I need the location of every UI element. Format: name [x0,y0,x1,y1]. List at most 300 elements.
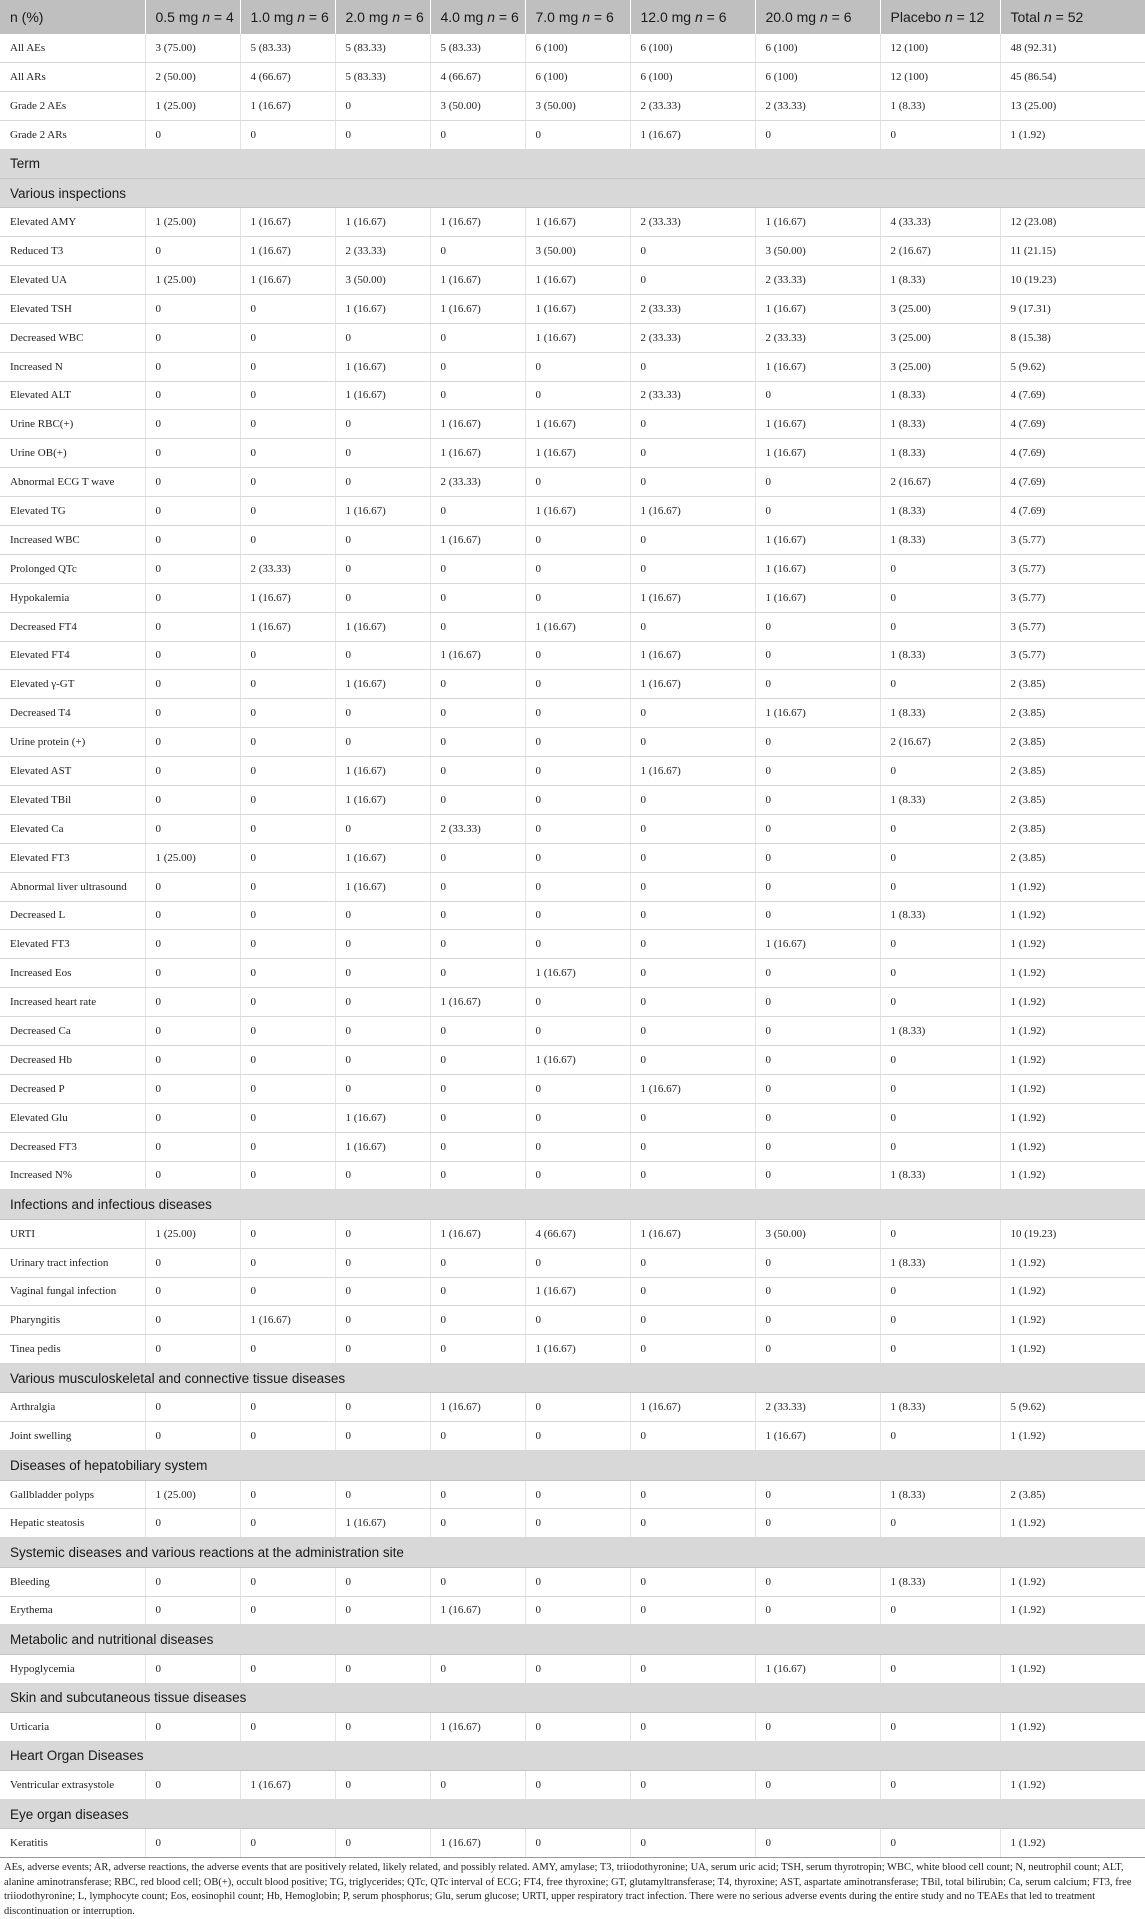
table-cell: 0 [145,641,240,670]
table-cell: 0 [755,1771,880,1800]
table-cell: 3 (50.00) [525,237,630,266]
table-cell: 0 [335,554,430,583]
table-row [0,468,1145,497]
table-body [0,34,1145,1858]
table-cell: 3 (75.00) [145,34,240,62]
table-cell: 0 [145,901,240,930]
table-cell: 0 [630,1335,755,1364]
table-cell: 0 [525,1712,630,1741]
table-cell: 0 [335,930,430,959]
table-cell: 0 [525,785,630,814]
table-cell: 1 (8.33) [880,410,1000,439]
table-cell: 0 [145,699,240,728]
table-cell: 0 [335,1017,430,1046]
table-cell: 0 [240,814,335,843]
table-cell: 4 (7.69) [1000,410,1145,439]
table-cell: 1 (16.67) [335,208,430,237]
table-cell: 0 [880,814,1000,843]
table-cell: 1 (16.67) [755,1654,880,1683]
column-header [0,0,145,34]
table-cell: 2 (33.33) [630,91,755,120]
table-cell: 48 (92.31) [1000,34,1145,62]
table-cell: 0 [630,901,755,930]
table-cell: 0 [755,1829,880,1858]
table-cell: 0 [335,1277,430,1306]
table-cell: 0 [240,699,335,728]
table-cell: 0 [240,352,335,381]
table-cell: 0 [430,670,525,699]
table-cell: 0 [630,1480,755,1509]
table-cell: 0 [240,930,335,959]
table-cell: 0 [630,728,755,757]
n-symbol: n [202,9,210,25]
row-term: Increased N% [0,1161,145,1190]
table-row [0,120,1145,149]
table-cell: 0 [335,699,430,728]
row-term: Urticaria [0,1712,145,1741]
table-row [0,641,1145,670]
row-term: Prolonged QTc [0,554,145,583]
table-cell: 0 [430,612,525,641]
table-cell: 3 (5.77) [1000,641,1145,670]
table-cell: 0 [755,1509,880,1538]
table-cell: 0 [755,814,880,843]
row-term: Vaginal fungal infection [0,1277,145,1306]
row-term: Elevated ALT [0,381,145,410]
table-cell: 1 (8.33) [880,901,1000,930]
table-cell: 6 (100) [525,62,630,91]
table-cell: 0 [335,728,430,757]
table-cell: 3 (50.00) [755,1219,880,1248]
table-cell: 0 [335,1829,430,1858]
table-cell: 0 [630,237,755,266]
table-cell: 4 (66.67) [430,62,525,91]
table-cell: 0 [755,641,880,670]
table-cell: 0 [145,237,240,266]
table-row [0,323,1145,352]
table-cell: 0 [630,468,755,497]
table-cell: 0 [145,525,240,554]
table-cell: 0 [630,814,755,843]
table-cell: 0 [145,612,240,641]
table-cell: 0 [240,1393,335,1422]
table-cell: 0 [335,410,430,439]
table-cell: 3 (25.00) [880,294,1000,323]
table-cell: 11 (21.15) [1000,237,1145,266]
table-cell: 0 [630,1248,755,1277]
table-row [0,1480,1145,1509]
table-cell: 0 [430,843,525,872]
group-size: 4 [225,9,234,25]
row-term: Urine RBC(+) [0,410,145,439]
table-cell: 0 [525,670,630,699]
row-term: Hepatic steatosis [0,1509,145,1538]
table-cell: 0 [755,1335,880,1364]
table-cell: 0 [240,843,335,872]
section-label: Term [0,149,1145,178]
table-cell: 1 (16.67) [240,583,335,612]
table-cell: 1 (16.67) [755,525,880,554]
table-cell: 0 [755,468,880,497]
table-cell: 0 [240,872,335,901]
table-cell: 0 [240,1219,335,1248]
table-cell: 0 [145,1277,240,1306]
table-cell: 0 [335,525,430,554]
table-row [0,237,1145,266]
table-cell: 0 [525,699,630,728]
table-cell: 1 (16.67) [335,1509,430,1538]
row-term: Elevated UA [0,265,145,294]
table-cell: 0 [755,1567,880,1596]
table-cell: 0 [430,381,525,410]
table-cell: 0 [880,757,1000,786]
section-row [0,178,1145,207]
table-row [0,1712,1145,1741]
table-cell: 0 [525,1596,630,1625]
table-cell: 0 [880,1422,1000,1451]
table-cell: 1 (1.92) [1000,959,1145,988]
table-cell: 6 (100) [525,34,630,62]
table-cell: 4 (7.69) [1000,381,1145,410]
column-header-label: 1.0 mg [250,9,298,25]
row-term: Decreased L [0,901,145,930]
table-cell: 2 (3.85) [1000,699,1145,728]
table-cell: 1 (1.92) [1000,1567,1145,1596]
table-cell: 0 [880,120,1000,149]
table-cell: 3 (5.77) [1000,525,1145,554]
table-cell: 5 (83.33) [240,34,335,62]
table-cell: 1 (16.67) [525,439,630,468]
table-cell: 1 (16.67) [430,294,525,323]
section-label: Skin and subcutaneous tissue diseases [0,1683,1145,1712]
row-term: All AEs [0,34,145,62]
table-cell: 0 [525,1567,630,1596]
table-cell: 0 [880,1596,1000,1625]
table-cell: 0 [430,872,525,901]
table-cell: 1 (16.67) [630,1393,755,1422]
table-cell: 1 (16.67) [335,497,430,526]
table-cell: 1 (1.92) [1000,1074,1145,1103]
row-term: Ventricular extrasystole [0,1771,145,1800]
table-cell: 0 [755,757,880,786]
table-cell: 0 [335,1161,430,1190]
table-cell: 1 (16.67) [430,525,525,554]
n-equals: = [1051,9,1068,25]
table-cell: 1 (16.67) [430,208,525,237]
table-cell: 1 (8.33) [880,1480,1000,1509]
table-row [0,1074,1145,1103]
table-cell: 0 [335,1712,430,1741]
table-cell: 0 [430,1509,525,1538]
table-cell: 1 (8.33) [880,641,1000,670]
group-size: 6 [718,9,727,25]
table-cell: 3 (5.77) [1000,554,1145,583]
table-header [0,0,1145,34]
table-cell: 2 (16.67) [880,468,1000,497]
table-cell: 0 [630,1422,755,1451]
table-cell: 0 [630,1306,755,1335]
table-cell: 0 [880,1654,1000,1683]
table-cell: 0 [755,1017,880,1046]
n-symbol: n [392,9,400,25]
table-row [0,757,1145,786]
table-cell: 0 [430,120,525,149]
column-header-label: 2.0 mg [345,9,393,25]
section-label: Systemic diseases and various reactions at the administration site [0,1538,1145,1567]
table-cell: 0 [240,988,335,1017]
table-cell: 2 (3.85) [1000,757,1145,786]
table-cell: 0 [630,1017,755,1046]
table-cell: 1 (16.67) [240,612,335,641]
table-row [0,843,1145,872]
table-cell: 0 [240,785,335,814]
table-row [0,439,1145,468]
table-cell: 1 (16.67) [335,843,430,872]
column-header [525,0,630,34]
table-cell: 0 [145,554,240,583]
row-term: Arthralgia [0,1393,145,1422]
table-row [0,208,1145,237]
table-cell: 0 [755,988,880,1017]
table-cell: 0 [630,265,755,294]
table-cell: 1 (16.67) [755,294,880,323]
table-cell: 0 [525,1654,630,1683]
table-cell: 1 (8.33) [880,91,1000,120]
row-term: Grade 2 AEs [0,91,145,120]
table-cell: 0 [525,1771,630,1800]
table-cell: 0 [430,1277,525,1306]
table-cell: 0 [630,959,755,988]
table-cell: 0 [145,728,240,757]
table-cell: 1 (16.67) [430,1596,525,1625]
table-cell: 0 [145,1567,240,1596]
table-row [0,959,1145,988]
section-row [0,1190,1145,1219]
section-row [0,1741,1145,1770]
table-cell: 0 [145,959,240,988]
table-cell: 1 (16.67) [525,1277,630,1306]
table-cell: 3 (5.77) [1000,583,1145,612]
table-cell: 0 [755,1277,880,1306]
table-cell: 0 [525,525,630,554]
n-equals: = [702,9,719,25]
table-cell: 1 (1.92) [1000,872,1145,901]
table-cell: 0 [335,468,430,497]
table-cell: 3 (50.00) [525,91,630,120]
table-cell: 0 [430,1654,525,1683]
table-cell: 1 (16.67) [755,439,880,468]
table-cell: 1 (16.67) [240,237,335,266]
table-row [0,34,1145,62]
table-cell: 0 [755,1045,880,1074]
table-cell: 1 (16.67) [525,1335,630,1364]
table-cell: 2 (3.85) [1000,670,1145,699]
table-cell: 3 (50.00) [430,91,525,120]
table-cell: 0 [145,1829,240,1858]
table-cell: 1 (16.67) [525,265,630,294]
table-cell: 0 [630,439,755,468]
table-cell: 0 [630,1567,755,1596]
column-header [145,0,240,34]
table-row [0,554,1145,583]
table-cell: 2 (33.33) [430,814,525,843]
table-cell: 2 (16.67) [880,237,1000,266]
table-cell: 0 [145,323,240,352]
table-cell: 5 (9.62) [1000,352,1145,381]
row-term: Reduced T3 [0,237,145,266]
table-cell: 0 [335,1306,430,1335]
table-cell: 0 [525,843,630,872]
table-cell: 0 [240,323,335,352]
table-row [0,1045,1145,1074]
table-cell: 0 [335,641,430,670]
table-cell: 12 (100) [880,62,1000,91]
table-cell: 0 [145,294,240,323]
table-cell: 10 (19.23) [1000,265,1145,294]
column-header-label: 20.0 mg [765,9,820,25]
table-cell: 1 (16.67) [755,699,880,728]
column-header-label: 0.5 mg [155,9,203,25]
table-cell: 2 (3.85) [1000,1480,1145,1509]
table-cell: 0 [145,1045,240,1074]
table-row [0,1277,1145,1306]
table-cell: 6 (100) [755,34,880,62]
table-cell: 1 (8.33) [880,1567,1000,1596]
table-cell: 1 (1.92) [1000,1509,1145,1538]
table-cell: 0 [755,1480,880,1509]
table-cell: 0 [525,1132,630,1161]
table-cell: 2 (33.33) [630,381,755,410]
table-cell: 1 (16.67) [335,1132,430,1161]
table-cell: 0 [525,930,630,959]
table-row [0,814,1145,843]
group-size: 6 [510,9,519,25]
table-cell: 0 [755,1132,880,1161]
table-cell: 1 (16.67) [525,410,630,439]
table-cell: 0 [630,988,755,1017]
table-cell: 0 [525,468,630,497]
table-cell: 5 (9.62) [1000,1393,1145,1422]
table-cell: 0 [525,1509,630,1538]
table-cell: 0 [335,1393,430,1422]
table-cell: 1 (16.67) [755,1422,880,1451]
table-cell: 0 [240,120,335,149]
table-cell: 1 (1.92) [1000,1017,1145,1046]
table-cell: 3 (50.00) [335,265,430,294]
row-term: Pharyngitis [0,1306,145,1335]
table-cell: 1 (16.67) [525,294,630,323]
section-row [0,1451,1145,1480]
table-cell: 0 [145,670,240,699]
section-label: Metabolic and nutritional diseases [0,1625,1145,1654]
table-cell: 0 [880,1045,1000,1074]
table-cell: 0 [145,1654,240,1683]
row-term: Bleeding [0,1567,145,1596]
table-cell: 0 [630,930,755,959]
table-cell: 0 [335,988,430,1017]
table-cell: 1 (16.67) [755,208,880,237]
row-term: Decreased P [0,1074,145,1103]
table-row [0,1596,1145,1625]
table-cell: 0 [335,1567,430,1596]
table-cell: 0 [145,410,240,439]
table-cell: 1 (16.67) [430,410,525,439]
table-cell: 1 (1.92) [1000,1306,1145,1335]
table-cell: 0 [880,843,1000,872]
table-cell: 0 [755,843,880,872]
table-cell: 1 (16.67) [630,757,755,786]
table-cell: 10 (19.23) [1000,1219,1145,1248]
section-label: Various musculoskeletal and connective tissue diseases [0,1364,1145,1393]
table-cell: 5 (83.33) [335,62,430,91]
table-cell: 0 [525,872,630,901]
table-row [0,1771,1145,1800]
section-row [0,1538,1145,1567]
table-cell: 0 [880,1829,1000,1858]
section-label: Diseases of hepatobiliary system [0,1451,1145,1480]
column-header-label: Placebo [890,9,945,25]
table-cell: 1 (16.67) [430,265,525,294]
table-cell: 4 (7.69) [1000,497,1145,526]
table-cell: 0 [240,497,335,526]
table-cell: 0 [145,1393,240,1422]
table-cell: 0 [240,641,335,670]
table-row [0,62,1145,91]
table-cell: 0 [630,1712,755,1741]
table-cell: 0 [240,1654,335,1683]
table-cell: 1 (1.92) [1000,1277,1145,1306]
group-size: 52 [1067,9,1084,25]
table-cell: 0 [145,1161,240,1190]
table-cell: 0 [240,1045,335,1074]
n-symbol: n [582,9,590,25]
table-cell: 1 (16.67) [335,872,430,901]
table-cell: 0 [430,1103,525,1132]
table-cell: 1 (1.92) [1000,1335,1145,1364]
table-cell: 1 (16.67) [430,439,525,468]
table-cell: 6 (100) [630,34,755,62]
table-row [0,1306,1145,1335]
table-cell: 2 (33.33) [755,323,880,352]
table-cell: 1 (16.67) [430,1219,525,1248]
row-term: Elevated Glu [0,1103,145,1132]
row-term: Abnormal liver ultrasound [0,872,145,901]
table-cell: 0 [525,120,630,149]
column-header-label: 4.0 mg [440,9,488,25]
table-footnote: AEs, adverse events; AR, adverse reactions, the adverse events that are positively related, likely related, and possibly related. AMY, amylase; T3, triiodothyronine; UA, serum uric acid; TSH, serum thyrotropin; WBC, white blood cell count; N, neutrophil count; ALT, alanine aminotransferase; RBC, red blood cell; OB(+), occult blood positive; TG, triglycerides; QTc, QTc interval of ECG; FT4, free thyroxine; GT, glutamyltransferase; T4, thyroxine; AST, aspartate aminotransferase; TBil, total bilirubin; Ca, serum calcium; FT3, free triiodothyronine; L, lymphocyte count; Eos, eosinophil count; Hb, Hemoglobin; P, serum phosphorus; Glu, serum glucose; URTI, upper respiratory tract infection. There were no serious adverse events during the entire study and no TEAEs that led to treatment discontinuation or interruption. [0,1857,1145,1919]
table-cell: 0 [430,699,525,728]
row-term: Keratitis [0,1829,145,1858]
row-term: Elevated FT4 [0,641,145,670]
table-cell: 0 [755,612,880,641]
table-row [0,612,1145,641]
table-cell: 0 [240,525,335,554]
table-cell: 0 [335,814,430,843]
table-cell: 2 (33.33) [755,91,880,120]
table-cell: 1 (16.67) [240,91,335,120]
table-row [0,381,1145,410]
table-row [0,930,1145,959]
table-cell: 0 [525,1161,630,1190]
section-row [0,1799,1145,1828]
table-cell: 1 (8.33) [880,1393,1000,1422]
table-row [0,1219,1145,1248]
table-cell: 0 [755,1103,880,1132]
table-cell: 0 [335,1480,430,1509]
table-cell: 3 (50.00) [755,237,880,266]
table-cell: 0 [880,1074,1000,1103]
column-header-label: n (%) [10,9,44,25]
